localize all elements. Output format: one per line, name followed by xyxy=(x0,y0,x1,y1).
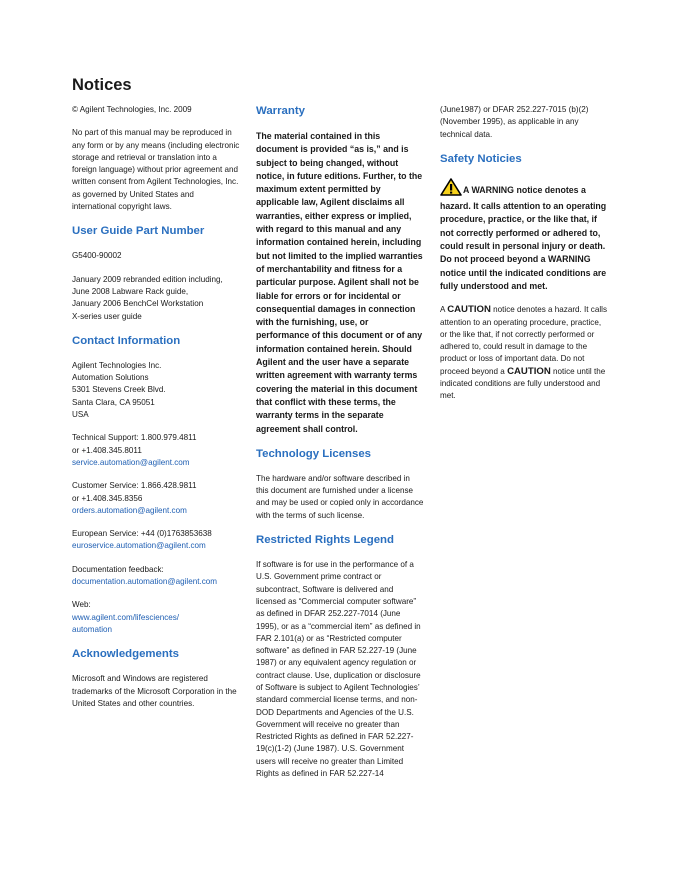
address-line: Automation Solutions xyxy=(72,373,149,383)
documentation-feedback-block xyxy=(72,564,240,589)
restricted-rights-text: If software is for use in the performance of a U.S. Government prime contract or subcontract, Software is delivered and licensed as “Commercial computer software” as defined in DFAR 252.227-7014 (June 1995), or as a “commercial item” as defined in FAR 2.101(a) or as “Restricted computer software” as defined in FAR 52.227-19 (June 1987) or any equivalent agency regulation or contract clause. Use, duplication or disclosure of Software is subject to Agilent Technologies’ standard commercial license terms, and non-DOD Departments and Agencies of the U.S. Government will receive no greater than Restricted Rights as defined in FAR 52.227-19(c)(1-2) (June 1987). U.S. Government users will receive no greater than Limited Rights as defined in FAR 52.227-14 xyxy=(256,560,421,779)
part-number: G5400-90002 xyxy=(72,251,122,261)
copyright-text: © Agilent Technologies, Inc. 2009 xyxy=(72,105,192,114)
web-link-continued[interactable]: automation xyxy=(72,624,113,634)
page-title: Notices xyxy=(72,76,132,94)
column-middle xyxy=(256,104,424,791)
european-service-block xyxy=(72,528,240,553)
caution-text: notice denotes a hazard. It calls attention to an operating procedure, practice, or the like that, if not correctly performed or adhered to, could result in damage to the product or loss of important data. Do not proceed beyond a xyxy=(440,305,607,376)
caution-keyword: CAUTION xyxy=(447,304,491,316)
tech-support-block xyxy=(72,432,240,469)
web-link[interactable]: www.agilent.com/lifesciences/ xyxy=(72,612,180,622)
column-right xyxy=(440,104,608,414)
customer-service-email-link[interactable]: orders.automation@agilent.com xyxy=(72,505,187,515)
tech-support-phone-alt: or +1.408.345.8011 xyxy=(72,445,142,455)
edition-line: January 2006 BenchCel Workstation xyxy=(72,299,204,309)
web-label: Web: xyxy=(72,600,91,610)
address-line: USA xyxy=(72,410,89,420)
caution-keyword-2: CAUTION xyxy=(507,365,551,377)
address-line: Santa Clara, CA 95051 xyxy=(72,397,155,407)
part-number-heading: User Guide Part Number xyxy=(72,225,205,238)
restricted-rights-continued: (June1987) or DFAR 252.227-7015 (b)(2) (November 1995), as applicable in any technical data. xyxy=(440,105,589,139)
warranty-text: The material contained in this document is provided “as is,” and is subject to being changed, without notice, in future editions. Further, to the maximum extent permitted by applicable law, Agilent disclaims all warranties, either express or implied, with regard to this manual and any information contained herein, including but not limited to the implied warranties of merchantability and fitness for a particular purpose. Agilent shall not be liable for errors or for incidental or consequential damages in connection with the furnishing, use, or performance of this document or of any information contained herein. Should Agilent and the user have a separate written agreement with warranty terms covering the material in this document that conflict with these terms, the warranty terms in the separate agreement shall control. xyxy=(256,131,423,434)
customer-service-phone: Customer Service: 1.866.428.9811 xyxy=(72,481,197,491)
edition-line: June 2008 Labware Rack guide, xyxy=(72,286,189,296)
acknowledgements-heading: Acknowledgements xyxy=(72,648,179,661)
contact-heading: Contact Information xyxy=(72,334,181,347)
edition-line: January 2009 rebranded edition including, xyxy=(72,274,223,284)
technology-licenses-heading: Technology Licenses xyxy=(256,447,371,460)
warning-keyword: WARNING xyxy=(471,184,514,195)
warning-text: notice denotes a hazard. It calls attention to an operating procedure, practice, or the like that, if not correctly performed or adhered to, could result in personal injury or death. Do not proceed beyond a WARNING notice until the indicated conditions are fully understood and met. xyxy=(440,184,607,291)
address-line: 5301 Stevens Creek Blvd. xyxy=(72,385,166,395)
web-block xyxy=(72,599,240,636)
warranty-heading: Warranty xyxy=(256,105,305,117)
edition-line: X-series user guide xyxy=(72,311,142,321)
caution-text-end: notice until the indicated conditions are fully understood and met. xyxy=(440,366,606,401)
customer-service-phone-alt: or +1.408.345.8356 xyxy=(72,493,143,503)
customer-service-block xyxy=(72,480,240,517)
documentation-feedback-label: Documentation feedback: xyxy=(72,564,164,574)
european-service-phone: European Service: +44 (0)1763853638 xyxy=(72,529,212,539)
acknowledgements-text: Microsoft and Windows are registered trademarks of the Microsoft Corporation in the United States and other countries. xyxy=(72,674,237,708)
documentation-email-link[interactable]: documentation.automation@agilent.com xyxy=(72,577,217,587)
warning-triangle-icon xyxy=(440,178,462,200)
address-block xyxy=(72,360,240,421)
european-service-email-link[interactable]: euroservice.automation@agilent.com xyxy=(72,541,206,551)
edition-notes xyxy=(72,274,240,323)
restricted-rights-heading: Restricted Rights Legend xyxy=(256,534,394,547)
warning-notice xyxy=(440,178,608,293)
column-left xyxy=(72,104,240,721)
safety-notices-heading: Safety Noticies xyxy=(440,152,522,165)
address-line: Agilent Technologies Inc. xyxy=(72,360,162,370)
caution-notice xyxy=(440,304,608,402)
rights-text: No part of this manual may be reproduced in any form or by any means (including electronic storage and retrieval or translation into a foreign language) without prior agreement and written consent from Agilent Technologies, Inc. as governed by United States and international copyright laws. xyxy=(72,128,240,212)
tech-support-email-link[interactable]: service.automation@agilent.com xyxy=(72,457,190,467)
tech-support-phone: Technical Support: 1.800.979.4811 xyxy=(72,433,197,443)
caution-prefix: A xyxy=(440,305,445,315)
warning-prefix: A xyxy=(463,184,470,195)
technology-licenses-text: The hardware and/or software described in this document are furnished under a license and may be used or copied only in accordance with the terms of such license. xyxy=(256,473,424,520)
